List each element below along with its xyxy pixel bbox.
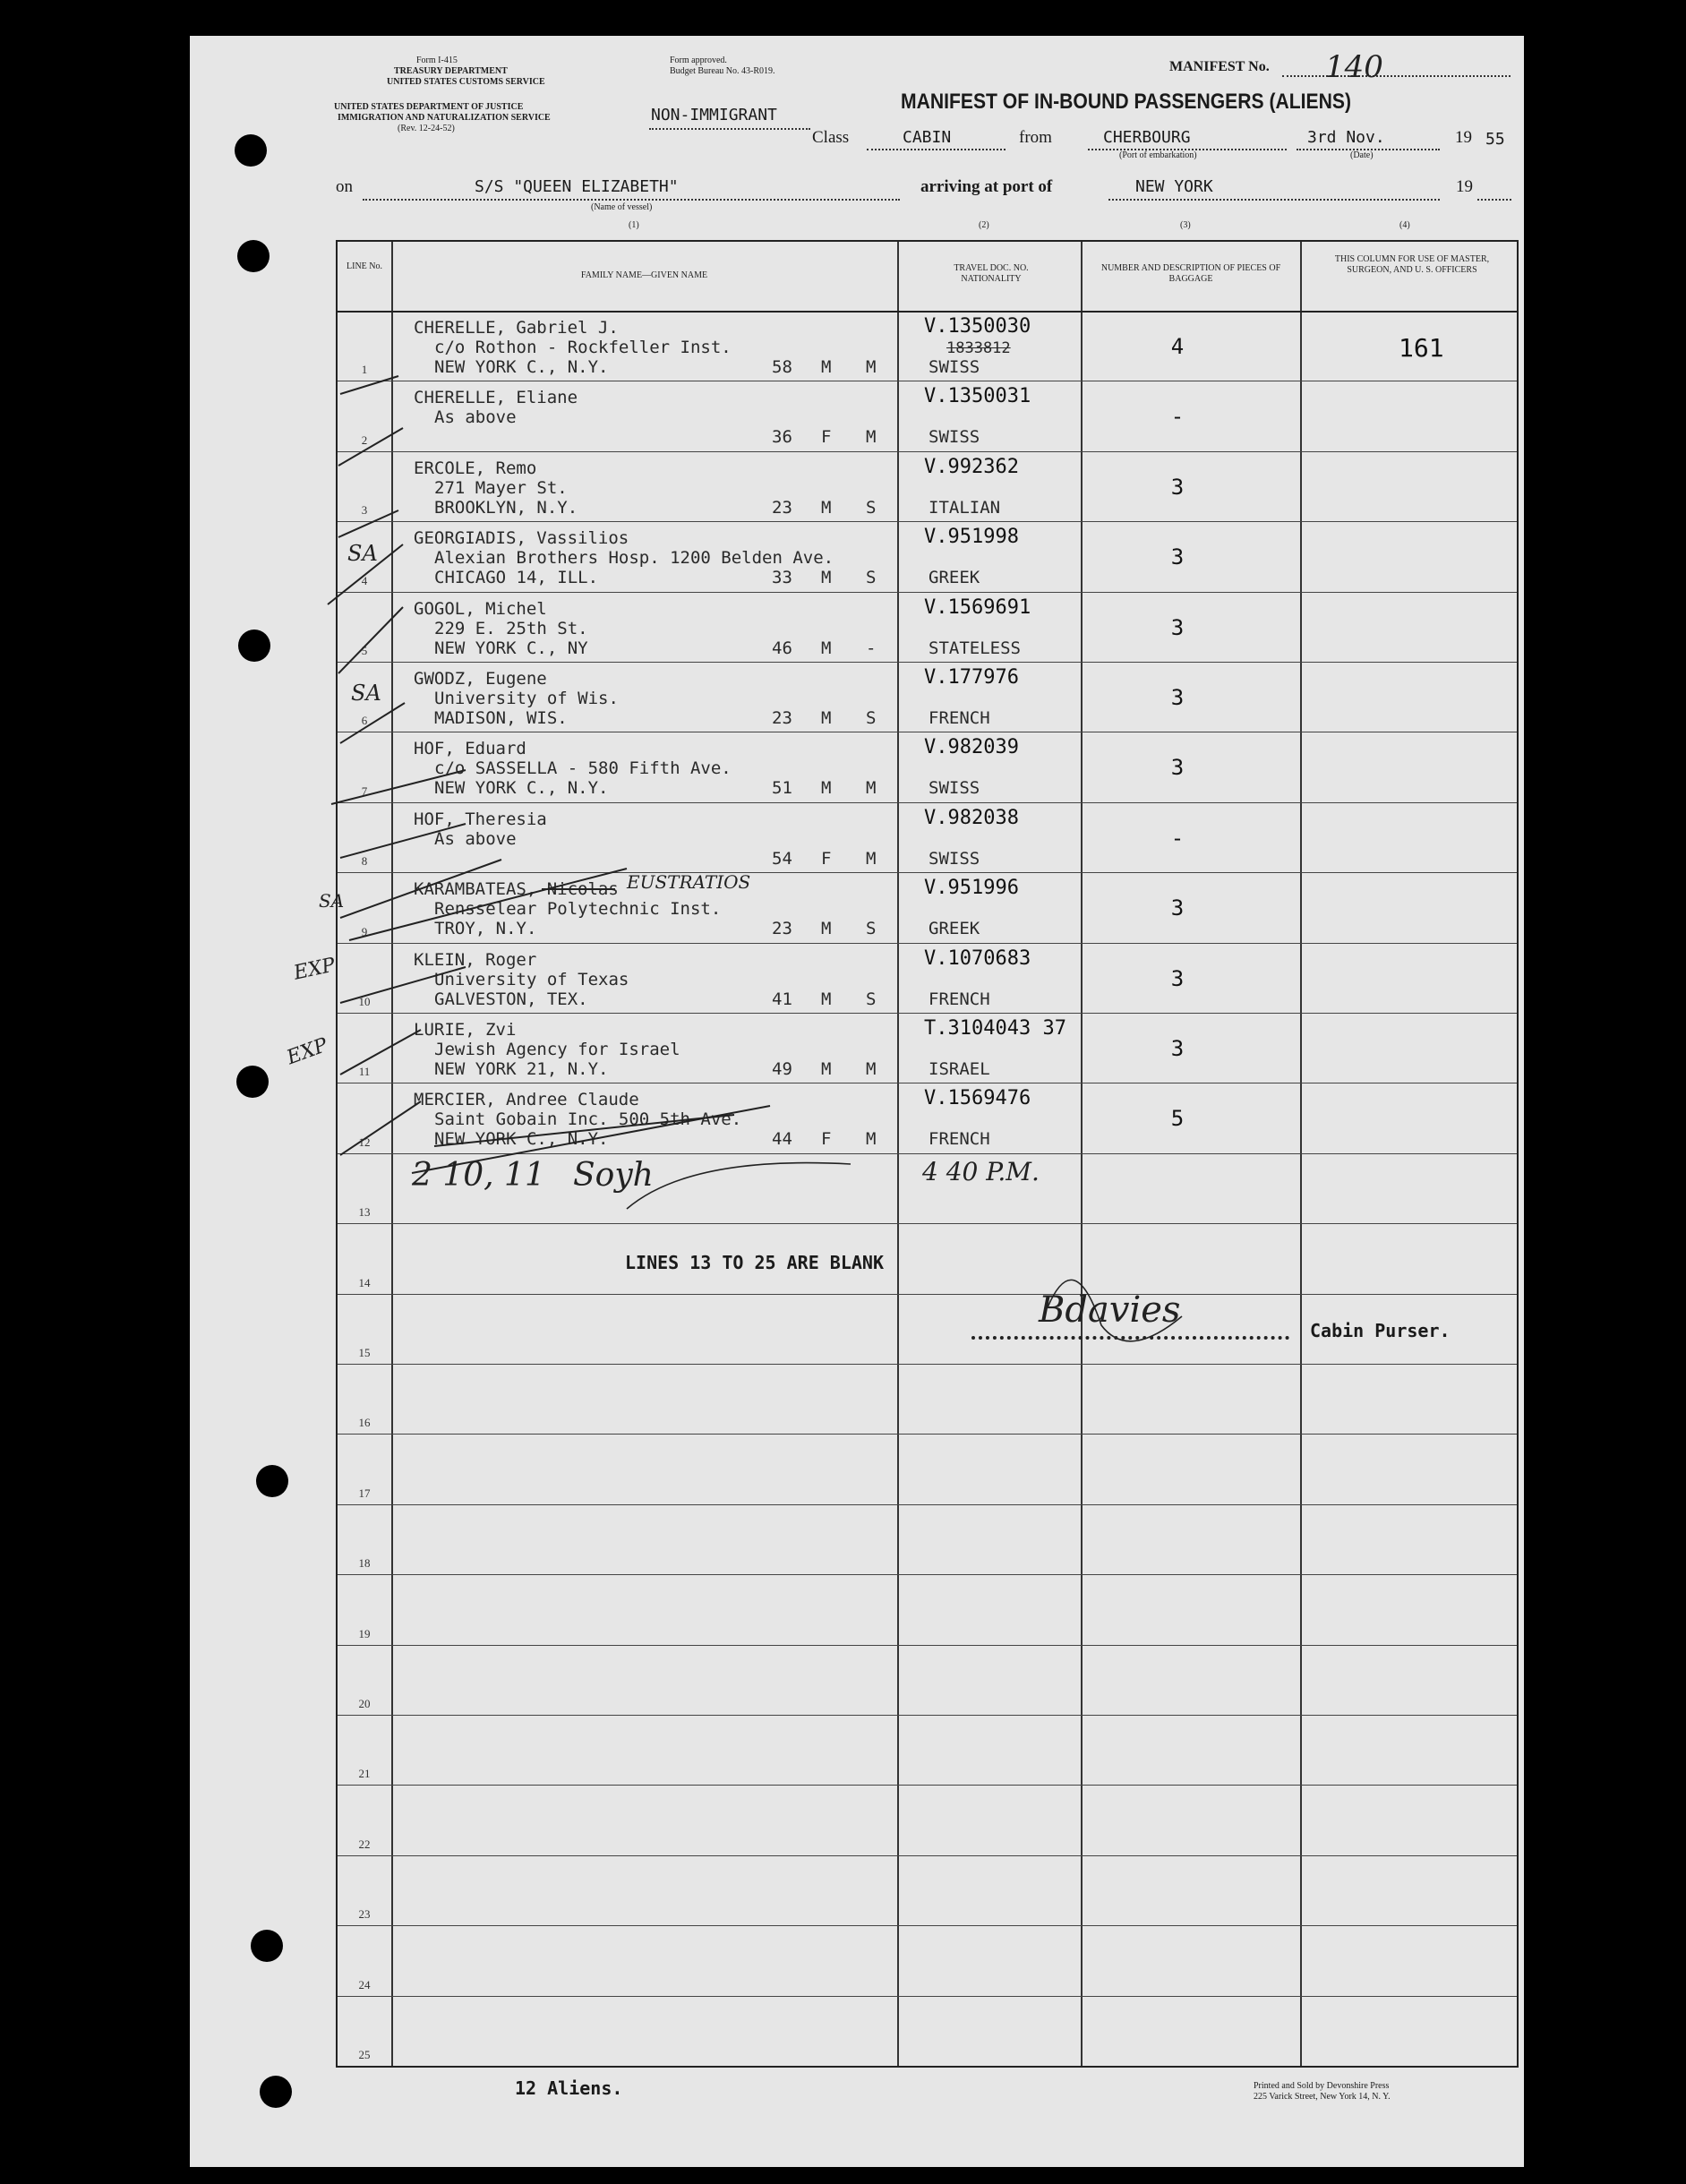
date-value: 3rd Nov. — [1307, 128, 1385, 147]
passenger-city: NEW YORK C., N.Y. — [434, 778, 609, 799]
passenger-address: As above — [434, 828, 517, 849]
line-number: 19 — [358, 1626, 371, 1640]
passenger-name: KLEIN, Roger — [414, 949, 537, 970]
passenger-name: HOF, Theresia — [414, 809, 547, 829]
col-number-3: (3) — [1180, 220, 1191, 230]
passenger-name: KARAMBATEAS, Nicolas — [414, 879, 619, 900]
line-number: 3 — [361, 503, 368, 518]
nationality: FRENCH — [929, 1129, 990, 1150]
nationality: GREEK — [929, 568, 980, 588]
passenger-address: c/o SASSELLA - 580 Fifth Ave. — [434, 758, 732, 779]
handwritten-sa-3: SA — [319, 890, 345, 912]
passenger-name: LURIE, Zvi — [414, 1020, 517, 1040]
nationality: SWISS — [929, 778, 980, 799]
baggage-count: 3 — [1170, 614, 1185, 640]
doj-title: UNITED STATES DEPARTMENT OF JUSTICE — [334, 102, 524, 112]
budget-bureau: Budget Bureau No. 43-R019. — [670, 66, 775, 76]
passenger-city: BROOKLYN, N.Y. — [434, 497, 578, 518]
line-number: 2 — [361, 433, 368, 447]
travel-doc-number: V.1569691 — [924, 595, 1031, 619]
nationality: ITALIAN — [929, 497, 1001, 518]
line-number: 15 — [358, 1346, 371, 1359]
passenger-age: 33 — [772, 568, 792, 588]
passenger-sex: M — [821, 497, 832, 518]
passenger-city: NEW YORK C., NY — [434, 638, 588, 658]
col-number-1: (1) — [629, 220, 639, 230]
col-number-2: (2) — [979, 220, 989, 230]
passenger-marital-status: M — [866, 1059, 877, 1079]
nationality: GREEK — [929, 919, 980, 939]
baggage-count: - — [1170, 825, 1185, 851]
line-number: 25 — [358, 2048, 371, 2061]
passenger-age: 54 — [772, 848, 792, 869]
header-line-no: LINE No. — [347, 261, 382, 271]
header-travel-doc: TRAVEL DOC. NO. NATIONALITY — [954, 263, 1029, 284]
passenger-age: 36 — [772, 427, 792, 448]
passenger-sex: F — [821, 848, 832, 869]
passenger-age: 41 — [772, 989, 792, 1009]
header-name: FAMILY NAME—GIVEN NAME — [580, 270, 708, 280]
baggage-count: 5 — [1170, 1106, 1185, 1132]
handwritten-signature-note: Soyh — [573, 1157, 654, 1194]
passenger-sex: M — [821, 708, 832, 728]
passenger-address: Jewish Agency for Israel — [434, 1040, 680, 1059]
passenger-city: CHICAGO 14, ILL. — [434, 568, 599, 588]
passenger-marital-status: M — [866, 848, 877, 869]
passenger-address: Alexian Brothers Hosp. 1200 Belden Ave. — [434, 548, 834, 569]
passenger-city: NEW YORK 21, N.Y. — [434, 1059, 609, 1079]
passenger-age: 49 — [772, 1059, 792, 1079]
passenger-marital-status: M — [866, 427, 877, 448]
nationality: SWISS — [929, 427, 980, 448]
line-number: 22 — [358, 1837, 371, 1851]
treasury-dept: TREASURY DEPARTMENT — [394, 66, 508, 76]
class-value: CABIN — [903, 128, 952, 147]
line-number: 6 — [361, 714, 368, 728]
year2-prefix: 19 — [1456, 177, 1473, 196]
line-number: 5 — [361, 644, 368, 657]
on-label: on — [336, 177, 353, 196]
customs-service: UNITED STATES CUSTOMS SERVICE — [387, 77, 545, 87]
passenger-sex: M — [821, 357, 832, 377]
header-baggage: NUMBER AND DESCRIPTION OF PIECES OF BAGGAGE — [1100, 263, 1281, 284]
year-prefix: 19 — [1455, 128, 1472, 147]
handwritten-exp-2: EXP — [284, 1033, 331, 1070]
line-number: 13 — [358, 1205, 371, 1220]
passenger-city: NEW YORK C., N.Y. — [434, 1129, 609, 1150]
purser-signature-line — [971, 1336, 1289, 1340]
line-number: 1 — [361, 363, 368, 377]
passenger-name: GOGOL, Michel — [414, 598, 547, 619]
passenger-sex: M — [821, 638, 832, 658]
passenger-marital-status: S — [866, 989, 877, 1009]
printer-line-1: Printed and Sold by Devonshire Press — [1254, 2081, 1390, 2091]
line-number: 12 — [358, 1135, 371, 1149]
handwritten-exp-1: EXP — [291, 954, 338, 985]
passenger-name: MERCIER, Andree Claude — [414, 1090, 639, 1110]
nationality: SWISS — [929, 848, 980, 869]
travel-doc-number: V.982039 — [924, 736, 1019, 759]
purser-label: Cabin Purser. — [1310, 1320, 1451, 1341]
passenger-age: 23 — [772, 497, 792, 518]
baggage-count: - — [1170, 404, 1185, 430]
passenger-age: 23 — [772, 919, 792, 939]
passenger-age: 46 — [772, 638, 792, 658]
passenger-address: As above — [434, 407, 517, 428]
line-number: 4 — [361, 573, 368, 587]
blank-lines-note: LINES 13 TO 25 ARE BLANK — [625, 1252, 884, 1273]
manifest-number: 140 — [1325, 49, 1383, 85]
passenger-sex: F — [821, 1129, 832, 1150]
col-number-4: (4) — [1399, 220, 1410, 230]
baggage-count: 3 — [1170, 685, 1185, 710]
non-immigrant-label: NON-IMMIGRANT — [651, 106, 777, 124]
passenger-sex: M — [821, 778, 832, 799]
passenger-sex: M — [821, 568, 832, 588]
line-number: 23 — [358, 1907, 371, 1922]
line-number: 20 — [358, 1697, 371, 1710]
baggage-count: 3 — [1170, 965, 1185, 991]
passenger-name: HOF, Eduard — [414, 739, 526, 759]
passenger-marital-status: M — [866, 1129, 877, 1150]
printer-line-2: 225 Varick Street, New York 14, N. Y. — [1254, 2092, 1391, 2102]
alien-count: 12 Aliens. — [515, 2077, 623, 2099]
passenger-age: 44 — [772, 1129, 792, 1150]
passenger-marital-status: S — [866, 919, 877, 939]
passenger-sex: F — [821, 427, 832, 448]
officer-note: 161 — [1399, 333, 1444, 363]
header-officers: THIS COLUMN FOR USE OF MASTER, SURGEON, AND U. S. OFFICERS — [1334, 254, 1490, 275]
passenger-name: CHERELLE, Gabriel J. — [414, 318, 619, 338]
line-number: 17 — [358, 1486, 371, 1500]
passenger-address: University of Texas — [434, 969, 629, 989]
passenger-age: 58 — [772, 357, 792, 377]
travel-doc-number: V.177976 — [924, 666, 1019, 689]
form-number: Form I-415 — [416, 56, 458, 65]
nationality: ISRAEL — [929, 1059, 990, 1079]
arrival-port: NEW YORK — [1135, 177, 1213, 196]
travel-doc-number: V.951996 — [924, 877, 1019, 900]
line-number: 9 — [361, 924, 368, 938]
port-caption: (Port of embarkation) — [1119, 150, 1197, 160]
handwritten-sa-1: SA — [347, 541, 378, 566]
line-number: 24 — [358, 1977, 371, 1991]
ins-title: IMMIGRATION AND NATURALIZATION SERVICE — [338, 113, 551, 123]
manifest-number-label: MANIFEST No. — [1169, 59, 1270, 74]
travel-doc-number: V.1569476 — [924, 1087, 1031, 1110]
passenger-name: GWODZ, Eugene — [414, 669, 547, 689]
port-embarkation: CHERBOURG — [1103, 128, 1191, 147]
line-number: 21 — [358, 1767, 371, 1781]
passenger-marital-status: S — [866, 497, 877, 518]
arriving-label: arriving at port of — [920, 177, 1053, 196]
vessel-name: S/S "QUEEN ELIZABETH" — [475, 177, 679, 196]
passenger-marital-status: M — [866, 778, 877, 799]
passenger-name: CHERELLE, Eliane — [414, 388, 578, 408]
line-number: 11 — [358, 1065, 371, 1079]
passenger-marital-status: S — [866, 568, 877, 588]
travel-doc-number: V.1070683 — [924, 946, 1031, 970]
line-number: 16 — [358, 1416, 371, 1430]
travel-doc-number: V.982038 — [924, 806, 1019, 829]
line-number: 18 — [358, 1556, 371, 1571]
passenger-sex: M — [821, 1059, 832, 1079]
passenger-address: 229 E. 25th St. — [434, 618, 588, 638]
passenger-city: GALVESTON, TEX. — [434, 989, 588, 1009]
baggage-count: 4 — [1170, 334, 1185, 359]
passenger-city: NEW YORK C., N.Y. — [434, 357, 609, 377]
passenger-sex: M — [821, 919, 832, 939]
passenger-age: 23 — [772, 708, 792, 728]
passenger-age: 51 — [772, 778, 792, 799]
vessel-caption: (Name of vessel) — [591, 202, 653, 212]
passenger-name: GEORGIADIS, Vassilios — [414, 528, 629, 549]
class-label: Class — [812, 128, 850, 147]
line-number: 14 — [358, 1275, 371, 1289]
passenger-address: Rensselear Polytechnic Inst. — [434, 899, 722, 920]
passenger-sex: M — [821, 989, 832, 1009]
nationality: SWISS — [929, 357, 980, 377]
passenger-address: University of Wis. — [434, 689, 619, 708]
passenger-marital-status: S — [866, 708, 877, 728]
travel-doc-number: T.3104043 37 — [924, 1017, 1066, 1040]
travel-doc-number: V.1350031 — [924, 385, 1031, 408]
travel-doc-number: V.1350030 — [924, 315, 1031, 338]
baggage-count: 3 — [1170, 544, 1185, 570]
nationality: STATELESS — [929, 638, 1021, 658]
page-title: MANIFEST OF IN-BOUND PASSENGERS (ALIENS) — [901, 90, 1351, 114]
line-number: 10 — [358, 995, 371, 1008]
baggage-count: 3 — [1170, 755, 1185, 781]
baggage-count: 3 — [1170, 1036, 1185, 1061]
travel-doc-struck: 1833812 — [946, 339, 1011, 357]
travel-doc-number: V.992362 — [924, 455, 1019, 478]
travel-doc-number: V.951998 — [924, 526, 1019, 549]
handwritten-line-note: 2 10, 11 — [412, 1157, 545, 1194]
handwritten-given-name: EUSTRATIOS — [627, 871, 751, 893]
nationality: FRENCH — [929, 708, 990, 728]
passenger-name: ERCOLE, Remo — [414, 458, 537, 478]
passenger-city: TROY, N.Y. — [434, 919, 537, 939]
date-caption: (Date) — [1350, 150, 1374, 160]
baggage-count: 3 — [1170, 474, 1185, 500]
revision-date: (Rev. 12-24-52) — [398, 124, 455, 133]
handwritten-time: 4 40 P.M. — [922, 1157, 1040, 1186]
from-label: from — [1019, 128, 1052, 147]
year-value: 55 — [1485, 130, 1505, 149]
line-number: 8 — [361, 854, 368, 869]
passenger-marital-status: M — [866, 357, 877, 377]
nationality: FRENCH — [929, 989, 990, 1009]
passenger-marital-status: - — [866, 638, 877, 658]
passenger-city: MADISON, WIS. — [434, 708, 568, 728]
handwritten-sa-2: SA — [351, 681, 381, 706]
form-approved: Form approved. — [670, 56, 727, 65]
baggage-count: 3 — [1170, 895, 1185, 921]
purser-signature: Bdavies — [1039, 1289, 1181, 1331]
passenger-address: c/o Rothon - Rockfeller Inst. — [434, 338, 732, 357]
line-number: 7 — [361, 784, 368, 798]
passenger-address: 271 Mayer St. — [434, 477, 568, 498]
passenger-address: Saint Gobain Inc. 500 5th Ave. — [434, 1109, 742, 1130]
